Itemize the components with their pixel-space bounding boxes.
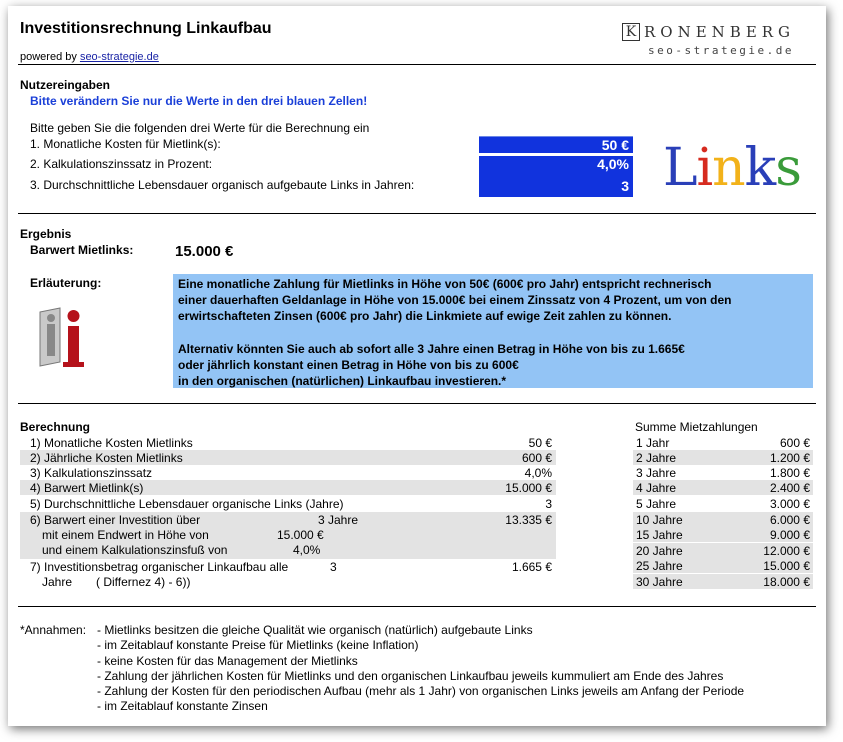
calc-label: 7) Investitionsbetrag organischer Linkaufbau alle xyxy=(30,560,289,574)
summary-title: Summe Mietzahlungen xyxy=(635,420,758,434)
summary-row xyxy=(633,480,813,495)
table-row xyxy=(20,450,556,465)
spreadsheet-sheet xyxy=(8,6,826,726)
input-label-rate: 2. Kalkulationszinssatz in Prozent: xyxy=(30,157,213,171)
summary-row xyxy=(633,574,813,589)
kronenberg-logo-text: RONENBERG xyxy=(644,23,796,41)
calc-subvalue: 15.000 € xyxy=(277,528,324,542)
info-icon xyxy=(38,306,92,368)
links-logo-letter: n xyxy=(712,138,745,198)
summary-row xyxy=(633,512,813,527)
barwert-label: Barwert Mietlinks: xyxy=(30,243,134,257)
explanation-box xyxy=(173,274,813,388)
assumption-item: - im Zeitablauf konstante Zinsen xyxy=(97,699,268,713)
calc-label: 4) Barwert Mietlink(s) xyxy=(30,481,144,495)
calc-label: 2) Jährliche Kosten Mietlinks xyxy=(30,451,183,465)
summary-value: 1.800 € xyxy=(769,466,810,480)
explanation-label: Erläuterung: xyxy=(30,276,102,290)
calc-label: 5) Durchschnittliche Lebensdauer organische Links (Jahre) xyxy=(30,497,344,511)
calc-subvalue: 3 xyxy=(330,560,337,574)
summary-years: 20 Jahre xyxy=(636,544,683,558)
assumption-item: - Mietlinks besitzen die gleiche Qualität wie organisch (natürlich) aufgebaute Links xyxy=(97,623,533,637)
summary-row xyxy=(633,450,813,465)
assumption-item: - keine Kosten für das Management der Mietlinks xyxy=(97,654,358,668)
section-title-calc: Berechnung xyxy=(20,420,91,434)
calc-label: 3) Kalkulationszinssatz xyxy=(30,466,153,480)
powered-by-prefix: powered by xyxy=(20,51,77,63)
assumption-item: - Zahlung der jährlichen Kosten für Mietlinks und den organischen Linkaufbau jeweils kummuliert am Ende des Jahres xyxy=(97,669,724,683)
summary-row xyxy=(633,465,813,480)
summary-value: 600 € xyxy=(779,436,810,450)
calc-value: 15.000 € xyxy=(505,481,552,495)
explanation-line: oder jährlich konstant einen Betrag in Höhe von bis zu 600€ xyxy=(178,358,519,372)
calc-value: 13.335 € xyxy=(505,513,552,527)
calc-value: 4,0% xyxy=(524,466,552,480)
calc-sublabel: Jahre xyxy=(42,575,73,589)
calc-value: 3 xyxy=(545,497,552,511)
assumption-item: - Zahlung der Kosten für den periodischen Aufbau (mehr als 1 Jahr) von organischen Links jeweils am Anfang der Periode xyxy=(97,684,745,698)
calc-value: 50 € xyxy=(528,436,552,450)
powered-by-text xyxy=(20,51,159,63)
calc-value: 1.665 € xyxy=(511,560,552,574)
links-logo-letter: i xyxy=(696,138,713,198)
kronenberg-logo-subtitle: seo-strategie.de xyxy=(648,44,794,57)
assumption-item: - im Zeitablauf konstante Preise für Mietlinks (keine Inflation) xyxy=(97,638,419,652)
calc-subvalue: 4,0% xyxy=(293,543,321,557)
divider xyxy=(18,64,816,65)
explanation-line: Alternativ könnten Sie auch ab sofort alle 3 Jahre einen Betrag in Höhe von bis zu 1.665€ xyxy=(178,342,685,356)
powered-by-link[interactable]: seo-strategie.de xyxy=(79,51,159,63)
links-logo xyxy=(663,138,801,198)
section-title-inputs: Nutzereingaben xyxy=(20,78,111,92)
summary-row xyxy=(633,543,813,558)
summary-row xyxy=(633,496,813,511)
input-intro: Bitte geben Sie die folgenden drei Werte für die Berechnung ein xyxy=(30,121,370,135)
summary-years: 1 Jahr xyxy=(636,436,670,450)
links-logo-letter: k xyxy=(744,138,776,198)
summary-years: 3 Jahre xyxy=(636,466,677,480)
divider xyxy=(18,606,816,607)
input-label-lifetime: 3. Durchschnittliche Lebensdauer organisch aufgebaute Links in Jahren: xyxy=(30,178,415,192)
explanation-line: in den organischen (natürlichen) Linkaufbau investieren.* xyxy=(178,374,507,388)
summary-years: 4 Jahre xyxy=(636,481,677,495)
calc-value: 600 € xyxy=(521,451,552,465)
summary-row xyxy=(633,527,813,542)
assumptions-label: *Annahmen: xyxy=(20,623,87,637)
kronenberg-logo-box: K xyxy=(622,23,640,41)
input-note: Bitte verändern Sie nur die Werte in den drei blauen Zellen! xyxy=(30,94,368,108)
explanation-line: einer dauerhaften Geldanlage in Höhe von 15.000€ bei einem Zinssatz von 4 Prozent, um von den xyxy=(178,293,732,307)
barwert-value: 15.000 € xyxy=(175,243,234,260)
table-row xyxy=(20,480,556,495)
summary-value: 18.000 € xyxy=(763,575,810,589)
explanation-line: Eine monatliche Zahlung für Mietlinks in Höhe von 50€ (600€ pro Jahr) entspricht rechnerisch xyxy=(178,277,712,291)
summary-value: 3.000 € xyxy=(769,497,810,511)
table-row xyxy=(20,496,556,511)
links-logo-letter: s xyxy=(775,138,801,198)
calc-sublabel: und einem Kalkulationszinsfuß von xyxy=(42,543,228,557)
divider xyxy=(18,213,816,214)
table-row xyxy=(20,512,556,559)
table-row xyxy=(20,559,556,590)
page-title: Investitionsrechnung Linkaufbau xyxy=(20,20,272,37)
table-row xyxy=(20,435,556,450)
summary-value: 1.200 € xyxy=(769,451,810,465)
summary-years: 5 Jahre xyxy=(636,497,677,511)
calc-years: 3 Jahre xyxy=(318,513,359,527)
summary-value: 9.000 € xyxy=(769,528,810,542)
summary-years: 30 Jahre xyxy=(636,575,683,589)
table-row xyxy=(20,465,556,480)
calc-sublabel: mit einem Endwert in Höhe von xyxy=(42,528,209,542)
calc-note: ( Differnez 4) - 6)) xyxy=(96,575,191,589)
input-rate-cell[interactable]: 4,0% xyxy=(479,156,633,173)
input-cost-cell[interactable]: 50 € xyxy=(479,136,633,153)
input-label-cost: 1. Monatliche Kosten für Mietlink(s): xyxy=(30,137,221,151)
summary-value: 6.000 € xyxy=(769,513,810,527)
section-title-result: Ergebnis xyxy=(20,227,72,241)
summary-value: 15.000 € xyxy=(763,559,810,573)
calc-label: 1) Monatliche Kosten Mietlinks xyxy=(30,436,193,450)
summary-row xyxy=(633,435,813,450)
calc-label: 6) Barwert einer Investition über xyxy=(30,513,201,527)
summary-years: 2 Jahre xyxy=(636,451,677,465)
explanation-line: erwirtschafteten Zinsen (600€ pro Jahr) die Linkmiete auf ewige Zeit zahlen zu können. xyxy=(178,309,672,323)
summary-years: 10 Jahre xyxy=(636,513,683,527)
divider xyxy=(18,403,816,404)
summary-row xyxy=(633,558,813,573)
input-lifetime-cell[interactable]: 3 xyxy=(479,173,633,197)
summary-years: 15 Jahre xyxy=(636,528,683,542)
links-logo-letter: L xyxy=(663,138,697,198)
summary-value: 2.400 € xyxy=(769,481,810,495)
summary-value: 12.000 € xyxy=(763,544,810,558)
summary-years: 25 Jahre xyxy=(636,559,683,573)
